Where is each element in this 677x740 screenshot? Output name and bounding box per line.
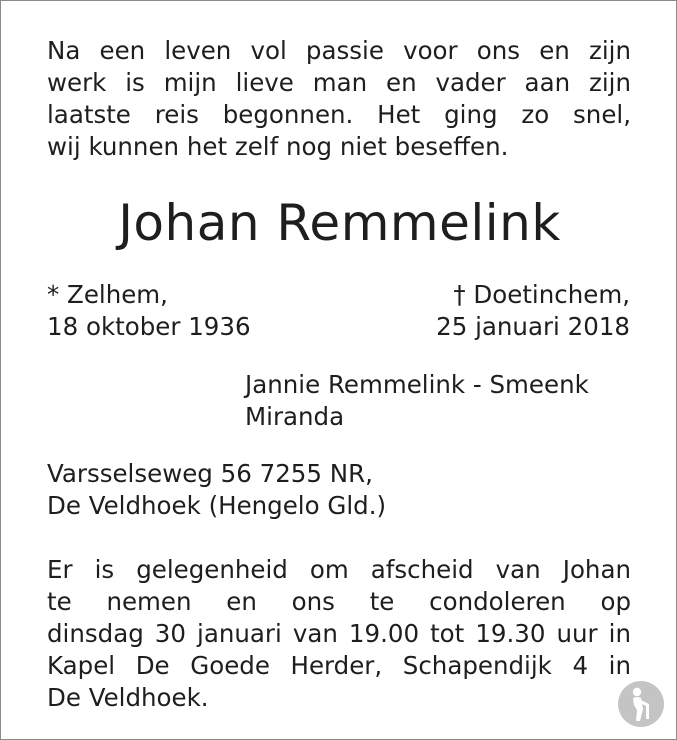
- notice-line: te nemen en ons te condoleren op: [47, 587, 631, 616]
- mourning-figure-icon: [618, 681, 664, 727]
- family-member: Miranda: [245, 402, 345, 431]
- address-line: De Veldhoek (Hengelo Gld.): [47, 491, 387, 520]
- notice-line: dinsdag 30 januari van 19.00 tot 19.30 uur in: [47, 619, 631, 648]
- condolence-notice: [47, 554, 631, 714]
- death-info: [436, 279, 630, 343]
- family-member: Jannie Remmelink - Smeenk: [245, 370, 589, 399]
- deceased-name: Johan Remmelink: [118, 194, 561, 252]
- death-place: † Doetinchem,: [453, 280, 630, 309]
- intro-text: [47, 35, 631, 163]
- notice-line: Er is gelegenheid om afscheid van Johan: [47, 555, 631, 584]
- intro-line: Na een leven vol passie voor ons en zijn: [47, 36, 631, 65]
- address-line: Varsselseweg 56 7255 NR,: [47, 459, 373, 488]
- notice-line: Kapel De Goede Herder, Schapendijk 4 in: [47, 651, 631, 680]
- birth-date: 18 oktober 1936: [47, 312, 251, 341]
- intro-line: laatste reis begonnen. Het ging zo snel,: [47, 100, 631, 129]
- intro-line: werk is mijn lieve man en vader aan zijn: [47, 68, 631, 97]
- address: [47, 458, 386, 522]
- notice-line: De Veldhoek.: [47, 683, 209, 712]
- birth-place: * Zelhem,: [47, 280, 168, 309]
- intro-line: wij kunnen het zelf nog niet beseffen.: [47, 132, 509, 161]
- death-date: 25 januari 2018: [436, 312, 630, 341]
- birth-info: [47, 279, 251, 343]
- family-names: [245, 369, 589, 433]
